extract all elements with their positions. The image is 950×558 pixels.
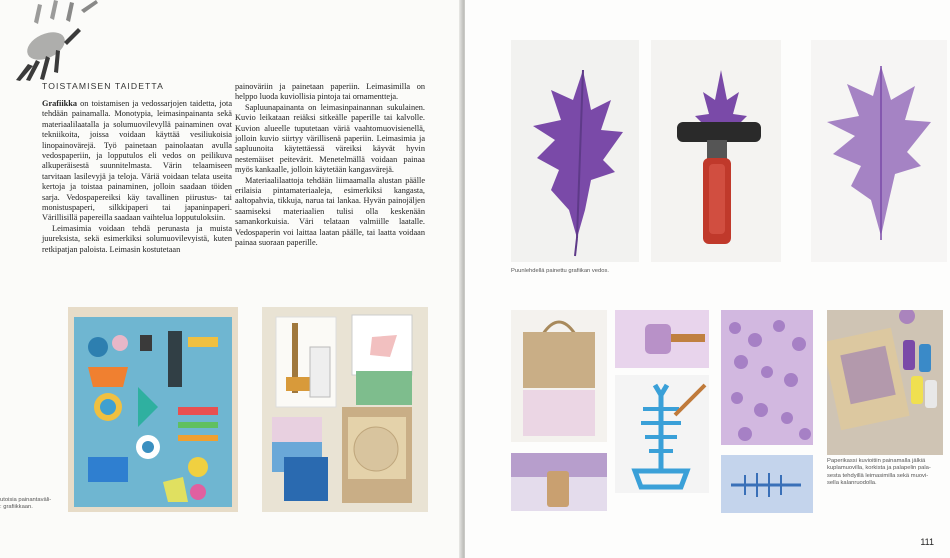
roller-photo [651, 40, 781, 262]
fishbone-stamp-image [615, 375, 709, 493]
section-title: TOISTAMISEN TAIDETTA [42, 81, 164, 91]
bag-caption [827, 458, 947, 488]
lead-term: Grafiikka [42, 99, 78, 108]
paper-bag-image [511, 310, 607, 442]
text-column-2 [235, 82, 425, 249]
paper-bag-photo [511, 310, 607, 442]
purple-leaf-image [511, 40, 639, 262]
cork-stamp-image [511, 453, 607, 511]
left-bottom-caption [0, 497, 60, 512]
leaf-photo [511, 40, 639, 262]
paints-photo [827, 310, 943, 455]
cork-photo [511, 453, 607, 511]
leaf-print-photo [811, 40, 947, 262]
page-number: 111 [920, 537, 934, 547]
paragraph: Sapluunapainanta on leimasinpainannan sukulainen. Kuvio leikataan reiäksi sitkeälle paperille tai kalvolle. Kuvion alueelle tuputetaan väriä vaahtomuovisienellä, jolloin kuvio siirtyy värillisenä paperiin. Leimasimia ja sapluunoita käytettäessä väreiksi käyvät hyvin nestemäiset peitevärit. Menetelmällä voidaan painaa myös kankaalle, jolloin käytetään kangasvärejä. [235, 102, 425, 175]
caption-line: sella kalanruodolla. [827, 480, 877, 487]
paragraph: painoväriin ja painetaan paperiin. Leimasimilla on helppo luoda kuviollisia pintoja tai ornamentteja. [235, 82, 425, 102]
paragraph: Leimasimia voidaan tehdä perunasta ja muista juureksista, sekä esimerkiksi solumuovilevyistä, kuten retkipatjan paloista. Leimasin kostutetaan [42, 223, 232, 254]
stamps-board-image [68, 307, 238, 512]
leaf-print-image [811, 40, 947, 262]
caption-line: : grafiikkaan. [0, 504, 33, 511]
bubble-roller-image [615, 310, 709, 368]
bubble-pattern-image [721, 310, 813, 445]
handprint-decoration [6, 0, 116, 82]
caption-line: Paperikassi kuvioitiin painamalla jälkiä [827, 458, 926, 464]
bubble-roller-photo [615, 310, 709, 368]
right-page [465, 0, 950, 558]
fish-print-image [721, 455, 813, 513]
paints-and-bag-image [827, 310, 943, 455]
tools-photo-left [68, 307, 238, 512]
fishbone-stamp-photo [615, 375, 709, 493]
fish-print-photo [721, 455, 813, 513]
text-column-1 [42, 99, 232, 255]
leaf-caption: Puunlehdellä painettu grafiikan vedos. [511, 268, 609, 274]
paragraph-text: on toistamisen ja vedossarjojen taidetta, jota tehdään painamalla. Monotypia, leimasinpainanta sekä materiaalilaatalla ja solumuovilevyllä painaminen ovat tekniikoita, joissa voidaan käyttää vesiliukoisia linopainovärejä. Työ painetaan painolaatan avulla vedospaperiin, ja lopputulos eli vedos on peilikuva alkuperäisestä suunnitelmasta. Värin telaamiseen tarvitaan lasilevyjä ja teloja. Väriä voidaan telata useita kertoja ja toistaa painaminen, jolloin saadaan töiden sarja. Vedospapereiksi käy tavallinen piirustus- tai monistuspaperi, silkkipaperi tai japaninpaperi. Värillisillä papereilla saadaan vaihtelua lopputuloksiin. [42, 99, 232, 223]
roller-with-leaf-image [651, 40, 781, 262]
purple-pattern-photo [721, 310, 813, 445]
caption-line: utoisia painantaväli- [0, 497, 52, 503]
paragraph: Materiaalilaattoja tehdään liimaamalla alustan päälle erilaisia pintamateriaaleja, esimerkiksi kangasta, aaltopahvia, tikkuja, narua tai lankaa. Hyvän painojäljen saamiseksi materiaalien tulisi olla keskenään samankorkuisia. Väri telataan valmiille laatalle. Vedospaperin voi laittaa laatan päälle, tai laatta voidaan painaa suoraan paperille. [235, 175, 425, 248]
paragraph [42, 99, 232, 224]
tools-photo-right [262, 307, 428, 512]
caption-line: kuplamuovilla, korkista ja palapelin pala- [827, 465, 931, 472]
left-page [0, 0, 462, 558]
caption-line: sesta tehdyillä leimasimilla sekä muovi- [827, 472, 929, 479]
printing-tools-image [262, 307, 428, 512]
